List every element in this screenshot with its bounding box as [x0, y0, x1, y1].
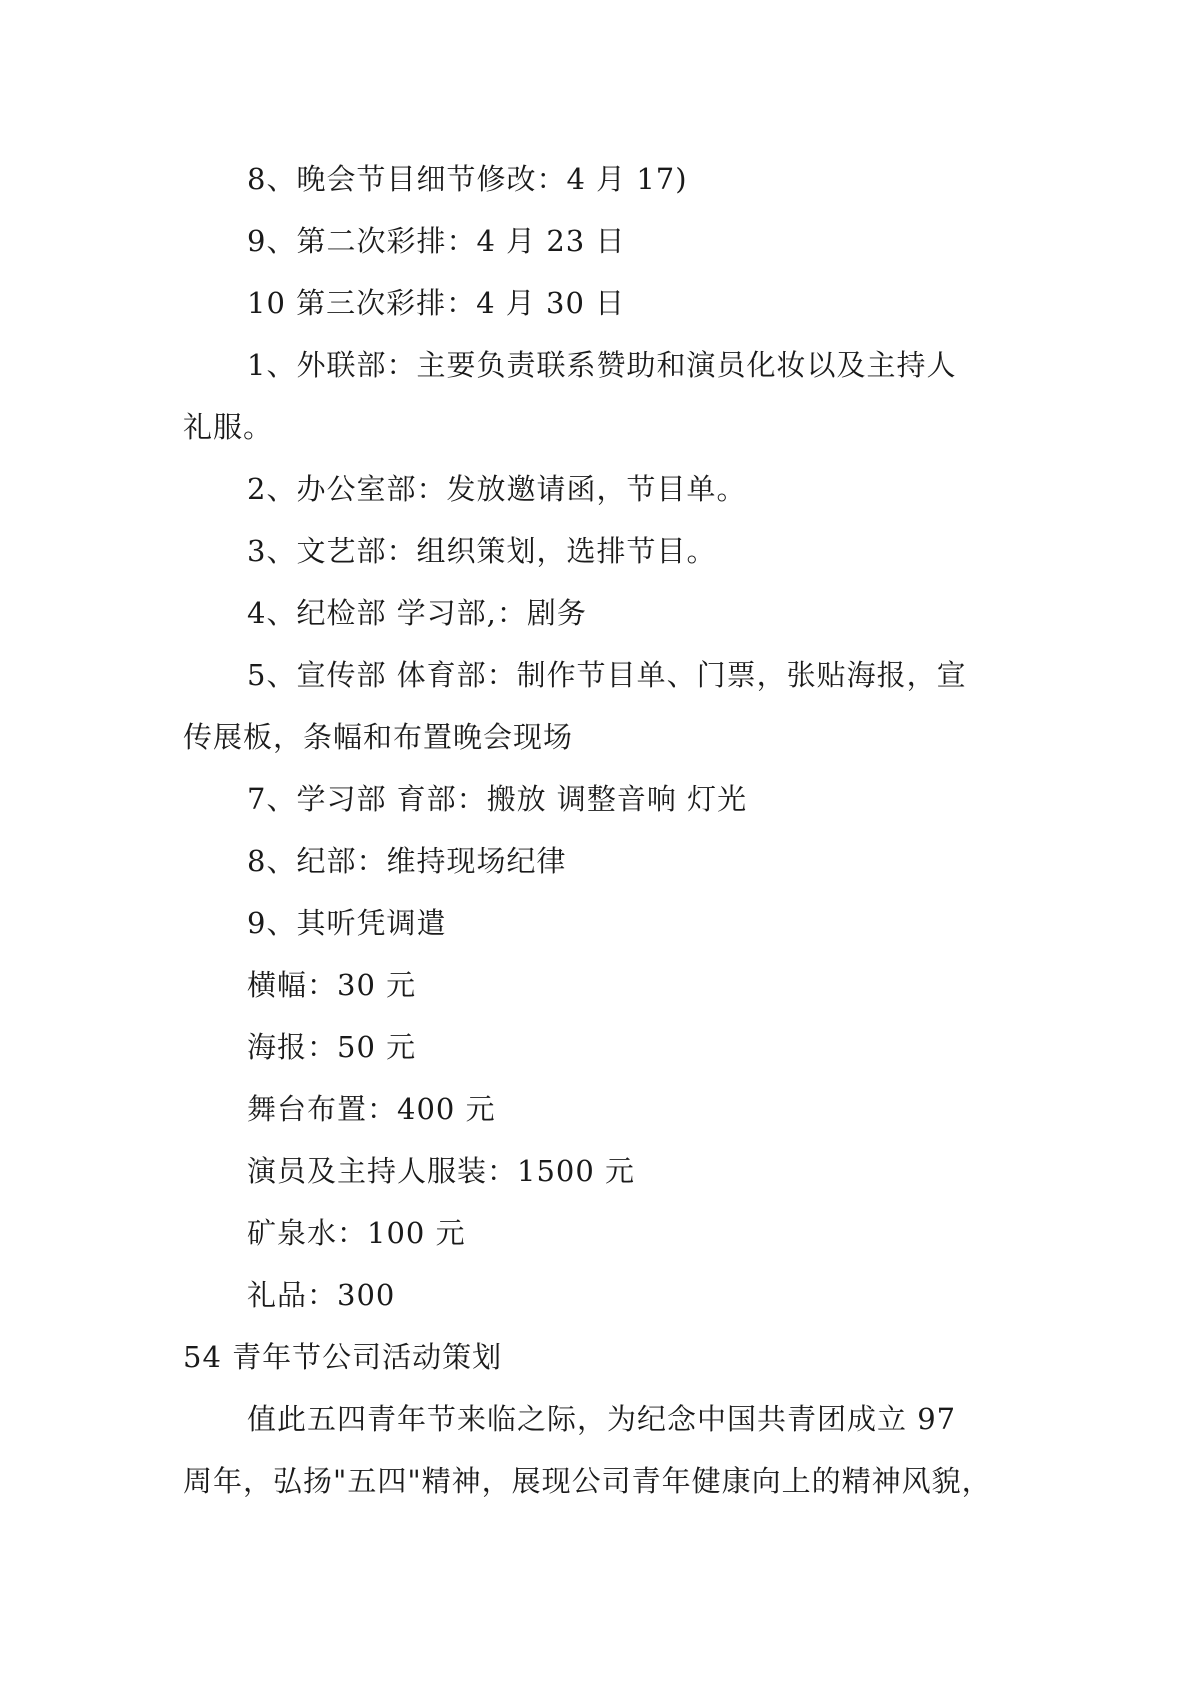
schedule-item-10: 10 第三次彩排：4 月 30 日	[247, 286, 626, 320]
duty-item-3: 3、文艺部：组织策划，选排节目。	[247, 534, 717, 568]
duty-item-8: 8、纪部：维持现场纪律	[247, 844, 567, 878]
duty-item-5: 5、宣传部 体育部：制作节目单、门票，张贴海报，宣	[247, 658, 967, 692]
budget-stage: 舞台布置：400 元	[247, 1092, 496, 1126]
duty-item-5-continued: 传展板，条幅和布置晚会现场	[183, 720, 574, 754]
duty-item-1-continued: 礼服。	[183, 410, 274, 444]
schedule-item-8: 8、晚会节目细节修改：4 月 17)	[247, 162, 688, 196]
duty-item-9: 9、其听凭调遣	[247, 906, 447, 940]
budget-poster: 海报：50 元	[247, 1030, 417, 1064]
duty-item-4: 4、纪检部 学习部,：剧务	[247, 596, 587, 630]
duty-item-1: 1、外联部：主要负责联系赞助和演员化妆以及主持人	[247, 348, 957, 382]
budget-costume: 演员及主持人服装：1500 元	[247, 1154, 636, 1188]
paragraph-line-2: 周年，弘扬"五四"精神，展现公司青年健康向上的精神风貌，	[183, 1464, 992, 1498]
budget-gift: 礼品：300	[247, 1278, 396, 1312]
duty-item-7: 7、学习部 育部：搬放 调整音响 灯光	[247, 782, 748, 816]
section-heading: 54 青年节公司活动策划	[183, 1340, 503, 1374]
paragraph-line-1: 值此五四青年节来临之际，为纪念中国共青团成立 97	[247, 1402, 957, 1436]
schedule-item-9: 9、第二次彩排：4 月 23 日	[247, 224, 626, 258]
budget-water: 矿泉水：100 元	[247, 1216, 466, 1250]
duty-item-2: 2、办公室部：发放邀请函，节目单。	[247, 472, 747, 506]
budget-banner: 横幅：30 元	[247, 968, 417, 1002]
